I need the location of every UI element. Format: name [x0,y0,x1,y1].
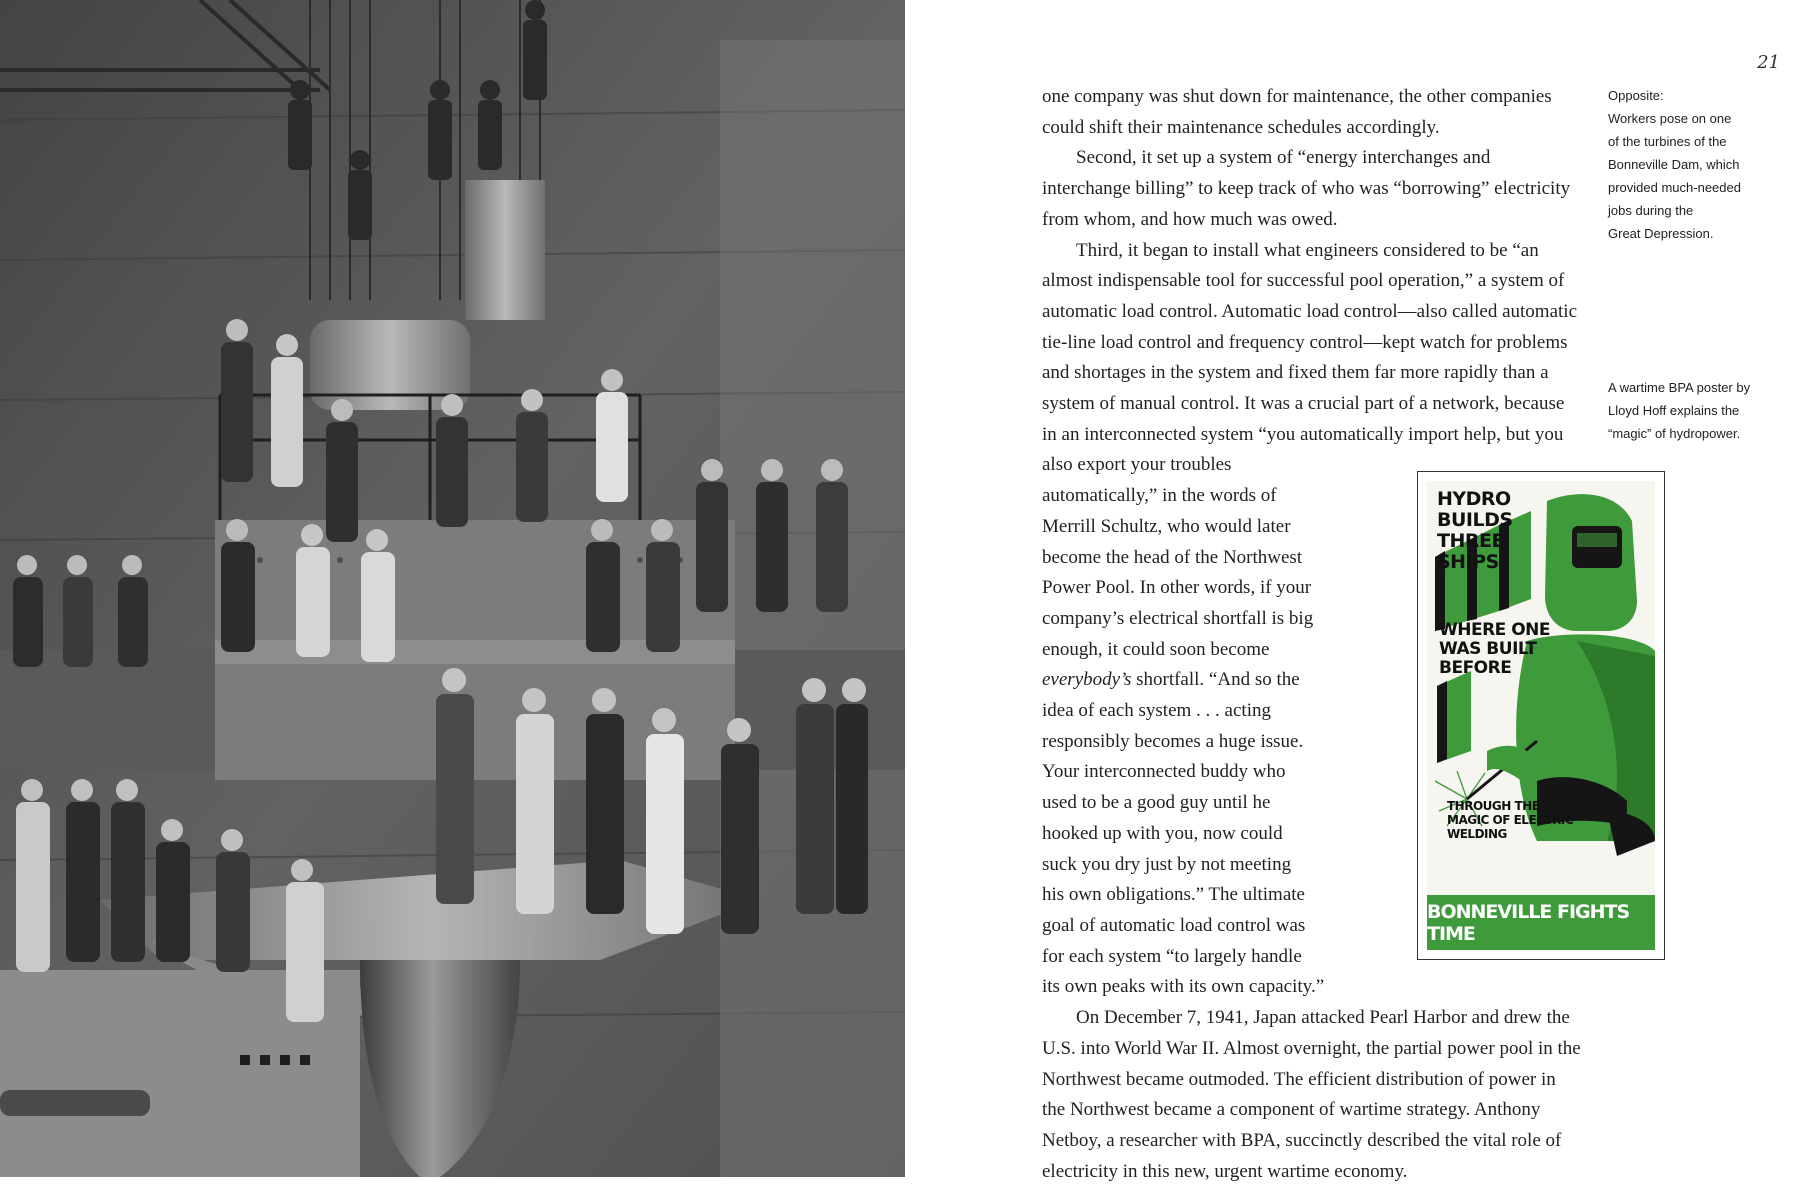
poster-banner [1427,895,1655,950]
caption-line: Lloyd Hoff explains the [1608,403,1740,418]
wartime-poster [1417,471,1665,960]
caption-opposite-photo [1608,84,1768,245]
caption-line: Workers pose on one [1608,111,1732,126]
caption-line: Bonneville Dam, which [1608,157,1740,172]
paragraph-3-part-2: shortfall. “And so the idea of each system . . . acting responsibly becomes a huge issue. Your interconnected buddy who used to be a good guy until he hooked up with you, now could suck you dry just by not meeting his own obligations.” The ultimate goal of automatic load control was for each system “to largely handle its own peaks with its own capacity.” [1042,669,1325,998]
caption-line: provided much-needed [1608,180,1741,195]
paragraph-1: one company was shut down for maintenance, the other companies could shift their maintenance schedules accordingly. [1042,86,1552,138]
paragraph-2: Second, it set up a system of “energy interchanges and interchange billing” to keep track of who was “borrowing” electricity from whom, and how much was owed. [1042,147,1571,230]
paragraph-4: On December 7, 1941, Japan attacked Pearl Harbor and drew the U.S. into World War II. Almost overnight, the partial power pool in the Northwest became outmoded. The efficient distribution of power in the Northwest became a component of wartime strategy. Anthony Netboy, a researcher with BPA, succinctly described the vital role of electricity in this new, urgent wartime economy. [1042,1007,1581,1182]
poster-headline: HYDRO BUILDS THREE SHIPS [1437,488,1513,573]
caption-line: Great Depression. [1608,226,1714,241]
paragraph-3-part-1: Third, it began to install what engineers considered to be “an almost indispensable tool for successful pool operation,” a system of automatic load control. Automatic load control—also called automatic tie-line load control and frequency control—kept watch for problems and shortages in the system and fixed them far more rapidly than a system of manual control. It was a crucial part of a network, because in an interconnected system “you automatically [1042,239,1578,445]
paragraph-3-emphasis: everybody’s [1042,669,1132,691]
caption-line: Opposite: [1608,88,1664,103]
caption-line: “magic” of hydropower. [1608,426,1741,441]
caption-line: jobs during the [1608,203,1694,218]
poster-midline: WHERE ONE WAS BUILT BEFORE [1439,620,1551,678]
poster-artwork [1427,481,1655,950]
poster-subline: THROUGH THE MAGIC OF ELECTRIC WELDING [1447,799,1574,841]
caption-line: of the turbines of the [1608,134,1727,149]
poster-banner-text: BONNEVILLE FIGHTS TIME [1427,900,1630,945]
turbine-workers-photo [0,0,905,1177]
caption-line: A wartime BPA poster by [1608,380,1751,395]
page-number: 21 [1757,52,1780,73]
paragraph-3-part-1b: import help, but you also export your troubles automatically,” in the words of Merrill Schultz, who would later become the head of the Northwest Power Pool. In other words, if your company’s electrical shortfall is big enough, it could soon become [1042,423,1564,660]
caption-poster [1608,376,1768,445]
